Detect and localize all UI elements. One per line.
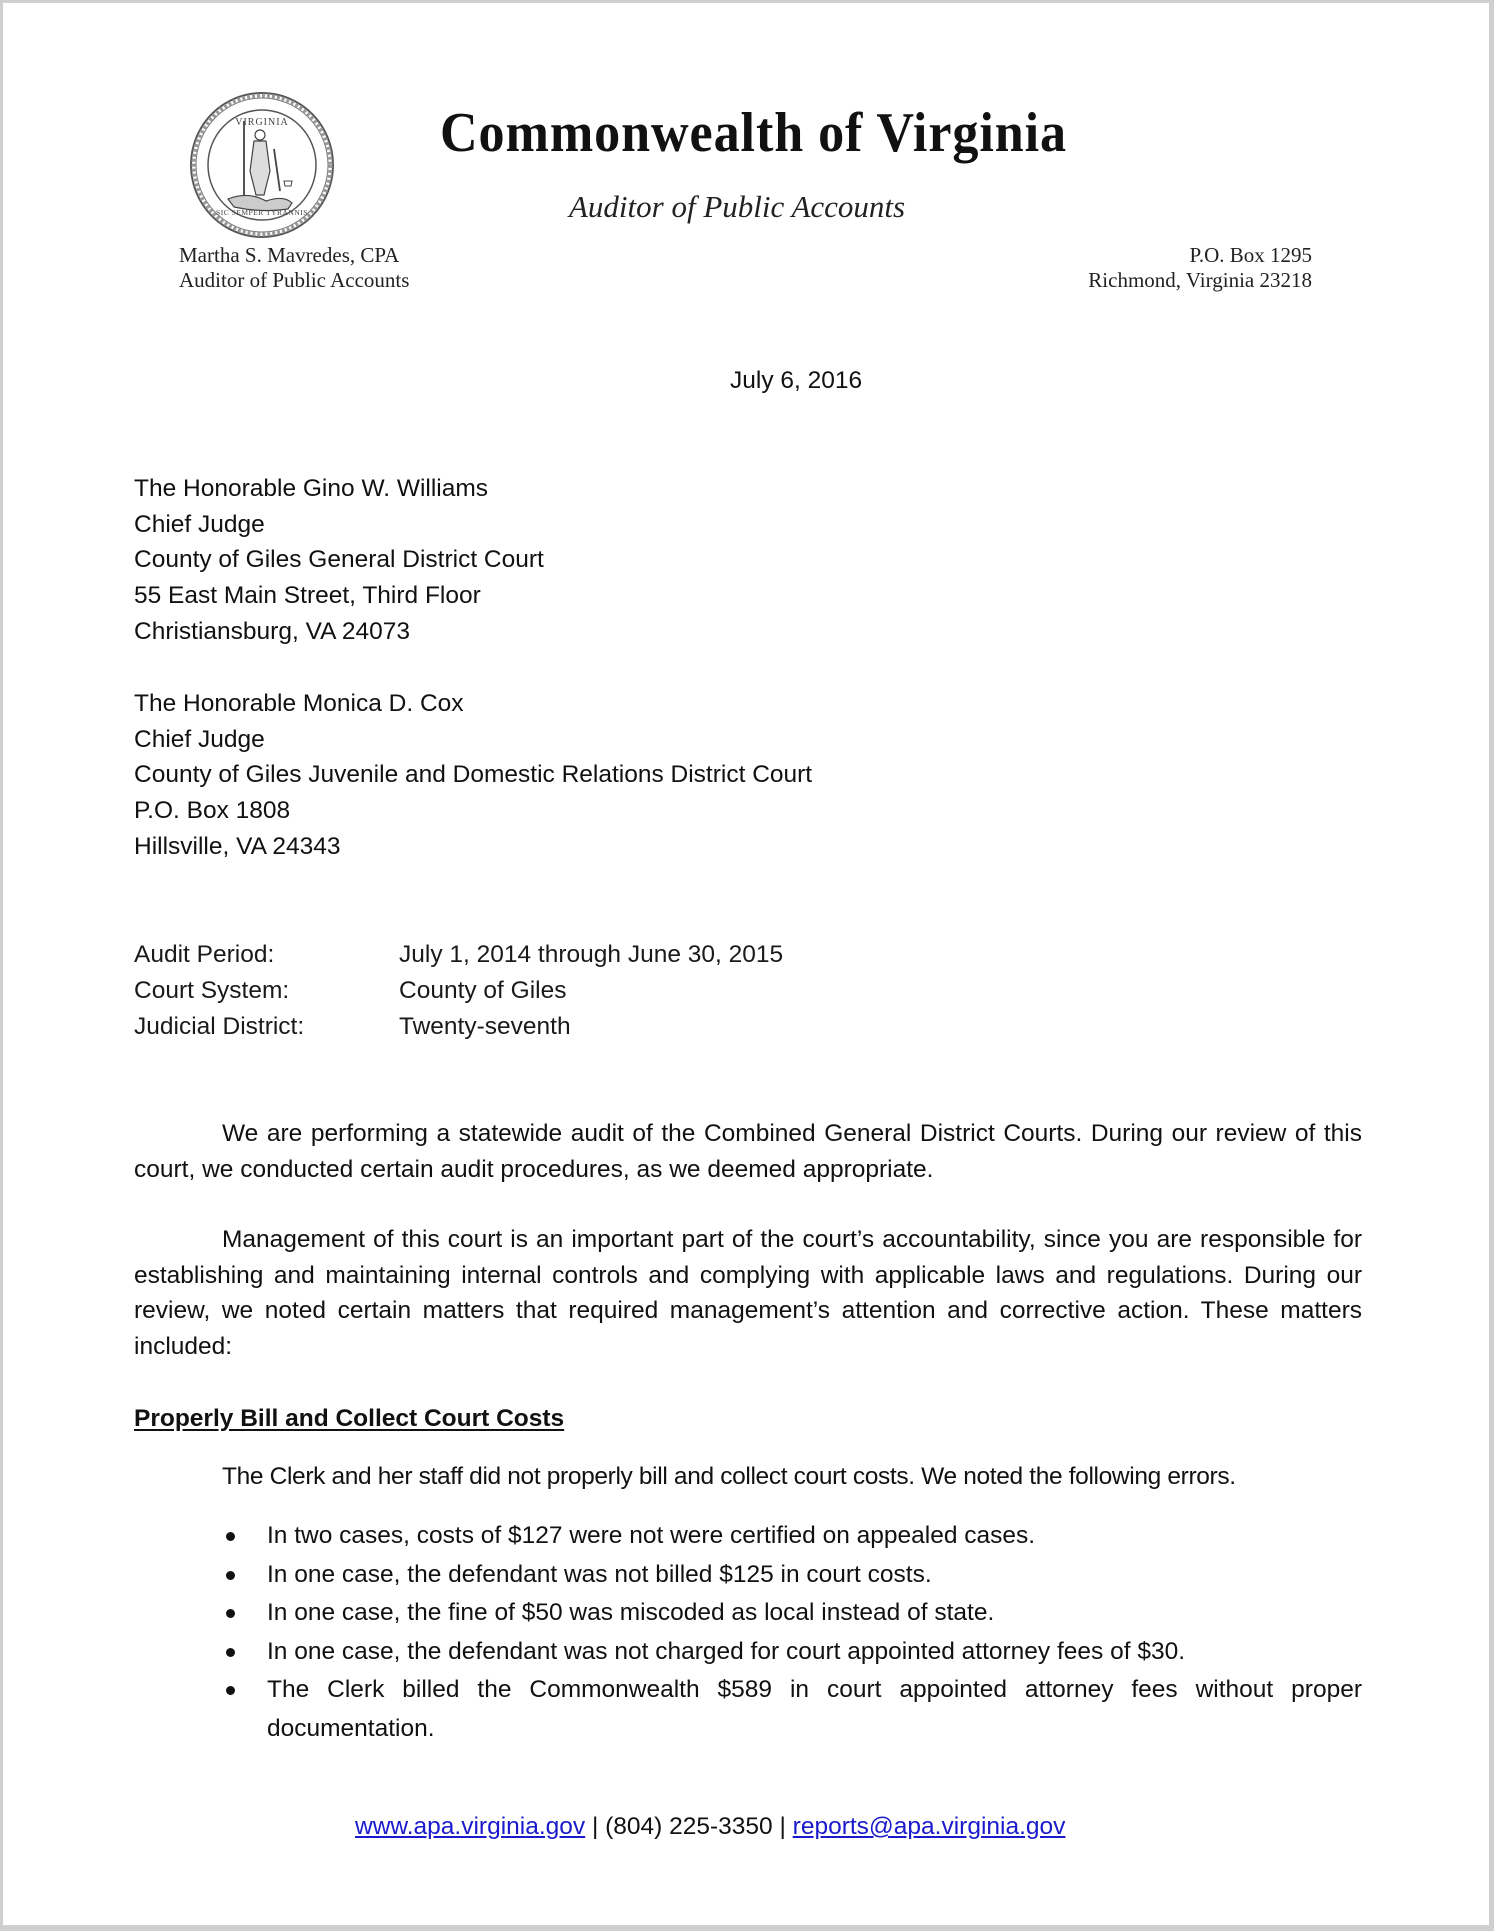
bullet-icon xyxy=(226,1648,235,1657)
bullet-icon xyxy=(226,1686,235,1695)
audit-period-value: July 1, 2014 through June 30, 2015 xyxy=(399,941,784,968)
body-paragraph-2 xyxy=(134,1222,1362,1364)
judicial-district-value: Twenty-seventh xyxy=(399,1013,571,1040)
audit-period-label: Audit Period: xyxy=(134,941,275,968)
list-item xyxy=(134,1517,1362,1556)
list-item xyxy=(134,1633,1362,1672)
recipient-line: The Honorable Monica D. Cox xyxy=(134,690,464,717)
court-system-value: County of Giles xyxy=(399,977,567,1004)
recipient-line: 55 East Main Street, Third Floor xyxy=(134,582,481,610)
list-item-text: In one case, the fine of $50 was miscoded as local instead of state. xyxy=(267,1599,995,1627)
paragraph-text: We are performing a statewide audit of the Combined General District Courts. During our review of this court, we conducted certain audit procedures, as we deemed appropriate. xyxy=(134,1120,1362,1183)
bullet-icon xyxy=(226,1532,235,1541)
footer-separator: | xyxy=(585,1813,606,1840)
bullet-icon xyxy=(226,1609,235,1618)
letterhead-subtitle: Auditor of Public Accounts xyxy=(569,189,906,224)
paragraph-text: Management of this court is an important part of the court’s accountability, since you are responsible for establishing and maintaining internal controls and complying with applicable laws and regulations. During our review, we noted certain matters that required management’s attention and corrective action. These matters included: xyxy=(134,1226,1362,1360)
list-item xyxy=(134,1671,1362,1748)
auditor-title: Auditor of Public Accounts xyxy=(179,268,410,292)
bullet-icon xyxy=(226,1571,235,1580)
letter-date: July 6, 2016 xyxy=(730,367,863,394)
footer-contact xyxy=(355,1809,1065,1845)
letter-page xyxy=(3,3,1489,1925)
list-item-text: In one case, the defendant was not billed $125 in court costs. xyxy=(267,1560,932,1588)
body-paragraph-1 xyxy=(134,1116,1362,1187)
recipient-address-2 xyxy=(134,686,812,864)
recipient-line: The Honorable Gino W. Williams xyxy=(134,475,489,502)
footer-separator: | xyxy=(772,1813,793,1840)
recipient-address-1 xyxy=(134,471,544,649)
list-item xyxy=(134,1594,1362,1633)
svg-text:SIC SEMPER TYRANNIS: SIC SEMPER TYRANNIS xyxy=(216,208,308,217)
court-system-label: Court System: xyxy=(134,977,290,1004)
auditor-name: Martha S. Mavredes, CPA xyxy=(179,243,400,267)
email-link[interactable]: reports@apa.virginia.gov xyxy=(792,1813,1066,1840)
virginia-state-seal-icon xyxy=(188,91,336,239)
phone-number: (804) 225-3350 xyxy=(605,1813,773,1840)
recipient-line: County of Giles General District Court xyxy=(134,546,544,574)
list-item-text: In two cases, costs of $127 were not were certified on appealed cases. xyxy=(267,1522,1036,1549)
office-city: Richmond, Virginia 23218 xyxy=(1088,268,1312,292)
letterhead-address-block xyxy=(1088,243,1312,293)
recipient-line: P.O. Box 1808 xyxy=(134,797,291,825)
website-link[interactable]: www.apa.virginia.gov xyxy=(355,1813,586,1840)
list-item-text: The Clerk billed the Commonwealth $589 in court appointed attorney fees without proper documentation. xyxy=(267,1676,1362,1742)
letterhead-auditor-block xyxy=(179,243,409,293)
list-item xyxy=(134,1556,1362,1595)
section-intro: The Clerk and her staff did not properly bill and collect court costs. We noted the following errors. xyxy=(222,1463,1236,1490)
recipient-line: Chief Judge xyxy=(134,510,265,538)
recipient-line: Hillsville, VA 24343 xyxy=(134,832,341,860)
letterhead-title: Commonwealth of Virginia xyxy=(440,102,1068,164)
recipient-line: Christiansburg, VA 24073 xyxy=(134,617,411,645)
office-po-box: P.O. Box 1295 xyxy=(1189,243,1312,267)
list-item-text: In one case, the defendant was not charged for court appointed attorney fees of $30. xyxy=(267,1637,1186,1665)
errors-list xyxy=(134,1517,1362,1749)
section-heading: Properly Bill and Collect Court Costs xyxy=(134,1405,565,1432)
recipient-line: Chief Judge xyxy=(134,725,265,753)
recipient-line: County of Giles Juvenile and Domestic Relations District Court xyxy=(134,761,813,789)
svg-text:VIRGINIA: VIRGINIA xyxy=(235,117,289,128)
judicial-district-label: Judicial District: xyxy=(134,1013,305,1040)
